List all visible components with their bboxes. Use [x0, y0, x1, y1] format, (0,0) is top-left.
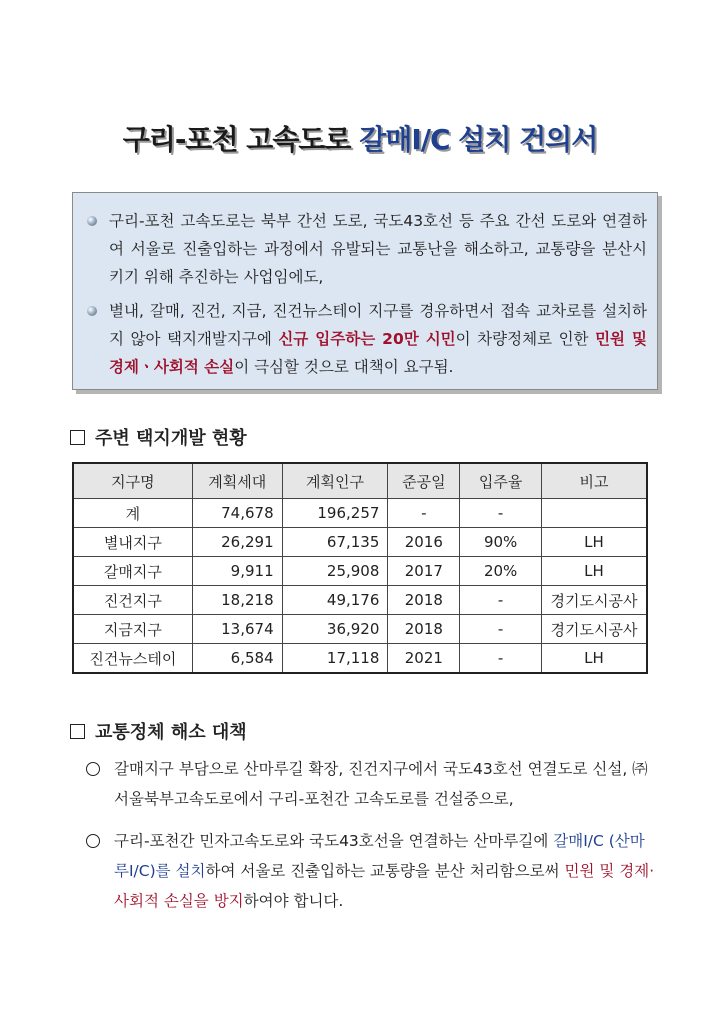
- table-cell: -: [460, 499, 542, 528]
- measure-item-1-text: 갈매지구 부담으로 산마루길 확장, 진건지구에서 국도43호선 연결도로 신설, ㈜서울북부고속도로에서 구리-포천간 고속도로를 건설중으로,: [114, 760, 648, 808]
- table-cell: [542, 499, 648, 528]
- table-header: 준공일: [388, 463, 460, 499]
- table-cell: 2018: [388, 615, 460, 644]
- table-cell: 196,257: [282, 499, 388, 528]
- table-row: [73, 644, 647, 674]
- summary-bullet-2-text: [109, 297, 647, 381]
- table-header: 입주율: [460, 463, 542, 499]
- summary-bullet-2: [87, 297, 647, 381]
- table-cell: 36,920: [282, 615, 388, 644]
- table-cell: -: [460, 615, 542, 644]
- table-cell: 90%: [460, 528, 542, 557]
- title-part1: 구리-포천 고속도로: [122, 123, 360, 156]
- bullet-dot-icon: [87, 306, 97, 316]
- checkbox-square-icon: [70, 724, 85, 739]
- table-cell: -: [460, 586, 542, 615]
- section-heading-measures: [70, 718, 247, 744]
- table-cell: 2017: [388, 557, 460, 586]
- table-cell: 경기도시공사: [542, 615, 648, 644]
- circle-bullet-icon: [86, 762, 100, 776]
- table-header: 지구명: [73, 463, 192, 499]
- table-cell: 진건뉴스테이: [73, 644, 192, 674]
- table-cell: 20%: [460, 557, 542, 586]
- table-cell: LH: [542, 557, 648, 586]
- table-cell: -: [460, 644, 542, 674]
- table-cell: LH: [542, 528, 648, 557]
- item2-text-c: 하여 서울로 진출입하는 교통량을 분산 처리함으로써: [205, 862, 565, 880]
- bullet2-text-c: 이 차량정체로 인한: [455, 330, 596, 348]
- table-cell: 13,674: [192, 615, 282, 644]
- summary-box: [72, 192, 658, 390]
- item2-highlight-prevent: 민원 및 경제·사회적 손실을 방지: [114, 862, 655, 910]
- table-cell: 별내지구: [73, 528, 192, 557]
- bullet2-text-a: 별내, 갈매, 진건, 지금, 진건뉴스테이 지구를 경유하면서 접속 교차로를 설치하지 않아 택지개발지구에: [109, 302, 647, 348]
- summary-bullet-1: [87, 207, 647, 291]
- bullet-dot-icon: [87, 216, 97, 226]
- section-heading-development: [70, 424, 247, 450]
- table-cell: -: [388, 499, 460, 528]
- table-cell: LH: [542, 644, 648, 674]
- table-cell: 2016: [388, 528, 460, 557]
- table-cell: 진건지구: [73, 586, 192, 615]
- section2-label: 교통정체 해소 대책: [95, 722, 247, 743]
- measure-item-2-text: [114, 826, 656, 916]
- circle-bullet-icon: [86, 834, 100, 848]
- table-header-row: [73, 463, 647, 499]
- table-row: [73, 586, 647, 615]
- document-title: [0, 118, 720, 158]
- title-part2: 갈매I/C 설치 건의서: [359, 123, 598, 156]
- table-cell: 67,135: [282, 528, 388, 557]
- table-cell: 49,176: [282, 586, 388, 615]
- table-cell: 18,218: [192, 586, 282, 615]
- table-cell: 갈매지구: [73, 557, 192, 586]
- table-cell: 계: [73, 499, 192, 528]
- table-cell: 경기도시공사: [542, 586, 648, 615]
- bullet2-highlight-residents: 신규 입주하는 20만 시민: [278, 330, 456, 348]
- table-row: [73, 557, 647, 586]
- table-cell: 2018: [388, 586, 460, 615]
- bullet2-text-e: 이 극심할 것으로 대책이 요구됨.: [234, 358, 454, 376]
- item2-text-e: 하여야 합니다.: [243, 892, 344, 910]
- item2-text-a: 구리-포천간 민자고속도로와 국도43호선을 연결하는 산마루길에: [114, 832, 554, 850]
- measure-item-1: [86, 754, 656, 814]
- section1-label: 주변 택지개발 현황: [95, 428, 247, 449]
- table-cell: 26,291: [192, 528, 282, 557]
- item2-highlight-ic: 갈매I/C (산마루I/C)를 설치: [114, 832, 645, 880]
- summary-bullet-1-text: 구리-포천 고속도로는 북부 간선 도로, 국도43호선 등 주요 간선 도로와 연결하여 서울로 진출입하는 과정에서 유발되는 교통난을 해소하고, 교통량을 분산시키기 위해 추진하는 사업임에도,: [109, 212, 647, 286]
- table-row: [73, 499, 647, 528]
- table-header: 계획세대: [192, 463, 282, 499]
- table-row: [73, 615, 647, 644]
- table-cell: 25,908: [282, 557, 388, 586]
- checkbox-square-icon: [70, 430, 85, 445]
- table-row: [73, 528, 647, 557]
- table-cell: 17,118: [282, 644, 388, 674]
- table-cell: 2021: [388, 644, 460, 674]
- table-cell: 지금지구: [73, 615, 192, 644]
- bullet2-highlight-losses: 민원 및 경제ㆍ사회적 손실: [109, 330, 647, 376]
- table-header: 계획인구: [282, 463, 388, 499]
- table-header: 비고: [542, 463, 648, 499]
- table-cell: 74,678: [192, 499, 282, 528]
- measure-item-2: [86, 826, 656, 916]
- table-cell: 9,911: [192, 557, 282, 586]
- development-table: [72, 462, 648, 674]
- table-cell: 6,584: [192, 644, 282, 674]
